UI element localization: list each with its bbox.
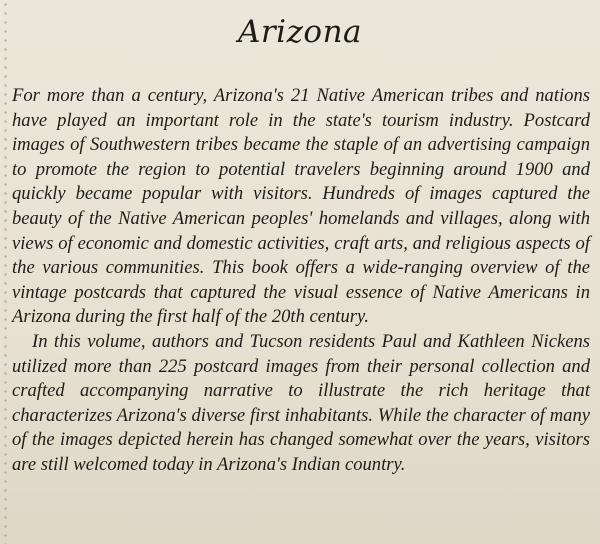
- page-title: Arizona: [237, 14, 363, 50]
- description-text: [12, 84, 590, 478]
- page-edge-dots: [4, 0, 7, 544]
- paragraph-1: For more than a century, Arizona's 21 Native American tribes and nations have played an important role in the state's tourism industry. Postcard images of Southwestern tribes became the staple of an advertising campaign to promote the region to potential travelers beginning around 1900 and quickly became popular with visitors. Hundreds of images captured the beauty of the Native American peoples' homelands and villages, along with views of economic and domestic activities, craft arts, and religious aspects of the various communities. This book offers a wide-ranging overview of the vintage postcards that captured the visual essence of Native Americans in Arizona during the first half of the 20th century.: [12, 85, 590, 328]
- paragraph-2: In this volume, authors and Tucson residents Paul and Kathleen Nickens utilized more than 225 postcard images from their personal collection and crafted accompanying narrative to illustrate the rich heritage that characterizes Arizona's diverse first inhabitants. While the character of many of the images depicted herein has changed somewhat over the years, visitors are still welcomed today in Arizona's Indian country.: [12, 330, 590, 475]
